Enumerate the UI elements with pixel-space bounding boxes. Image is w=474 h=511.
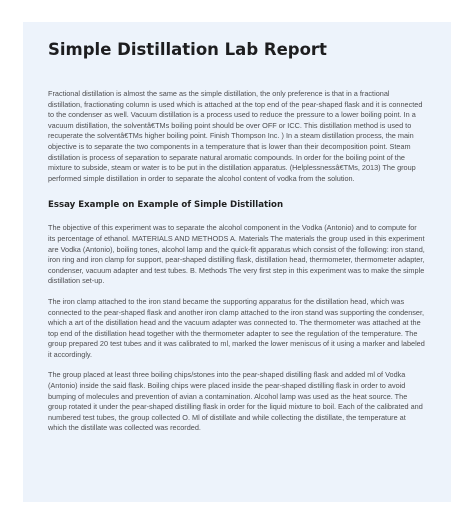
body-paragraph-objective: The objective of this experiment was to separate the alcohol component in the Vodka (Antonio) and to compute for its percentage of ethanol. MATERIALS AND METHODS A. Materials The materials the group used in this experiment are Vodka (Antonio), boiling tones, alcohol lamp and the quick-fit apparatus which consist of the following: iron stand, iron ring and iron clamp for support, pear-shaped distilling flask, distillation head, thermometer, thermometer adapter, condenser, vacuum adapter and test tubes. B. Methods The very first step in this experiment was to make the simple distillation set-up. [48, 223, 425, 286]
paragraph-spacer [48, 287, 425, 297]
intro-paragraph: Fractional distillation is almost the same as the simple distillation, the only preference is that in a fractional distillation, fractionating column is used which is attached at the top end of the pear-shaped flask and it is connected to the condenser as well. Vacuum distillation is a process used to reduce the pressure to a lower boiling point. In a vacuum distillation, the solventâ€TMs boiling point should be over OFF or ICC. This distillation method is used to recuperate the solventâ€TMs higher boiling point. Finish Thompson Inc. ) In a steam distillation process, the main objective is to separate the two components in a temperature that is lower than their decomposition point. Steam distillation is process of separation to separate natural aromatic compounds. In order for the boiling point of the mixture to subside, steam or water is to be put in the distillation apparatus. (Helplessnessâ€TMs, 2013) The group performed simple distillation in order to separate the alcohol content of vodka from the solution. [48, 89, 423, 183]
document-title: Simple Distillation Lab Report [48, 40, 327, 59]
body-paragraph-setup: The iron clamp attached to the iron stand became the supporting apparatus for the distillation head, which was connected to the pear-shaped flask and another iron clamp attached to the iron stand was supporting the condenser, which a art of the distillation head and the vacuum adapter was connected to. The thermometer was attached at the top end of the distillation head together with the thermometer adapter to see the regulation of the temperature. The group prepared 20 test tubes and it was calibrated to ml, marked the lower meniscus of it using a marker and labeled it accordingly. [48, 296, 425, 359]
body-paragraph-procedure: The group placed at least three boiling chips/stones into the pear-shaped distilling flask and added ml of Vodka (Antonio) inside the said flask. Boiling chips were placed inside the pear-shaped distilling flask in order to avoid bumping of molecules and prevention of avian a contamination. Alcohol lamp was used as the heat source. The group rotated it under the pear-shaped distilling flask in order for the liquid mixture to boil. Each of the calibrated and numbered test tubes, the group collected O. Ml of distillate and while collecting the distillate, the temperature at which the distillate was collected was recorded. [48, 370, 423, 433]
section-heading: Essay Example on Example of Simple Distillation [48, 200, 284, 211]
document-page [23, 22, 451, 502]
paragraph-spacer [48, 360, 425, 370]
